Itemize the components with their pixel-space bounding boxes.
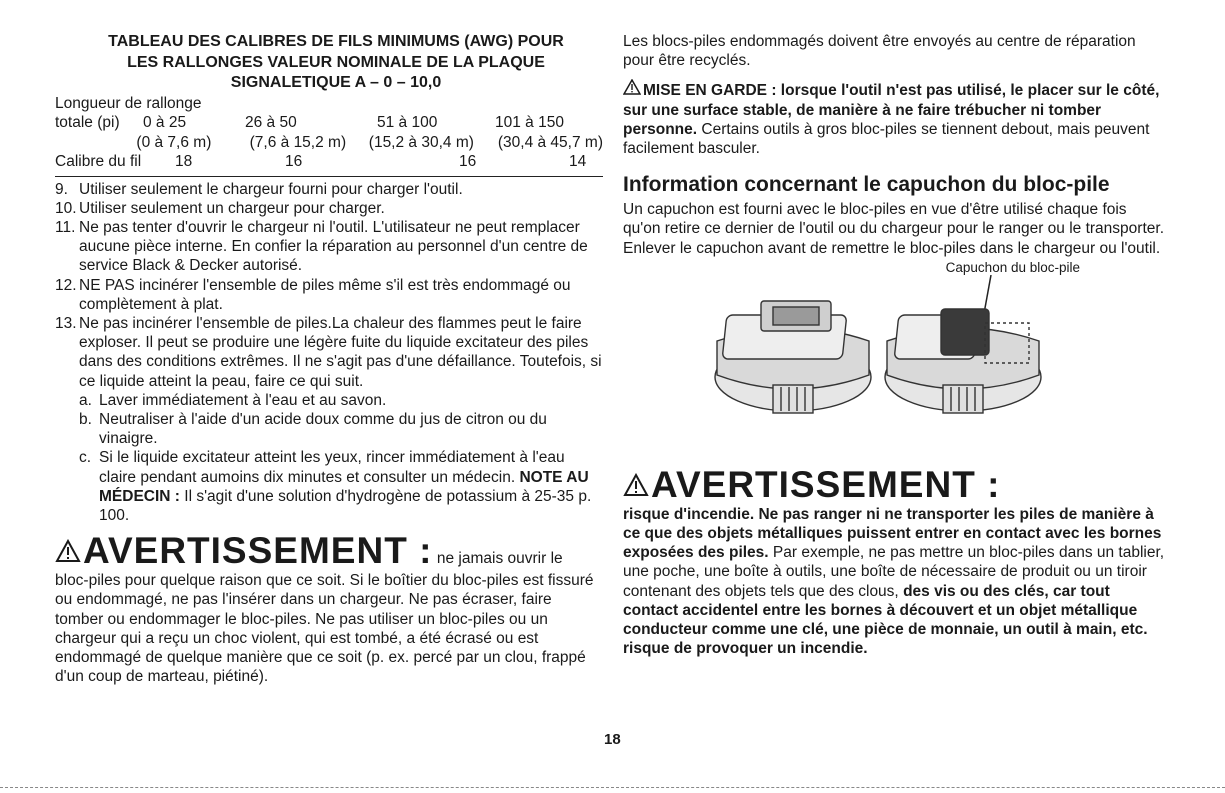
- range-ft-4: 101 à 150: [495, 114, 564, 131]
- warning-bold-2: des vis ou des clés, car tout contact accidentel entre les bornes à découvert et un objet métallique conducteur comme une clé, une pièce de monnaie, un outil à main, etc. risque de provoquer un incendie.: [623, 582, 1148, 658]
- sub-item-text: [99, 448, 603, 525]
- length-label: Longueur de rallonge: [55, 94, 202, 112]
- table-divider: [55, 176, 603, 177]
- table-title-line-3: SIGNALETIQUE A – 0 – 10,0: [230, 74, 442, 91]
- list-item: [55, 314, 603, 391]
- sub-list-item: [55, 410, 603, 448]
- list-item: [55, 276, 603, 314]
- list-item: [55, 199, 603, 218]
- sub-item-text: Neutraliser à l'aide d'un acide doux comme du jus de citron ou du vinaigre.: [99, 410, 547, 448]
- warning-block-right: [623, 465, 1168, 659]
- item-number: 11.: [55, 218, 76, 236]
- battery-figure: [623, 275, 1168, 423]
- right-column: [623, 32, 1168, 658]
- table-title-line-1: TABLEAU DES CALIBRES DE FILS MINIMUMS (AWG) POUR: [108, 33, 564, 50]
- range-ft-1: 0 à 25: [143, 114, 187, 131]
- item-text: Utiliser seulement le chargeur fourni pour charger l'outil.: [79, 180, 463, 198]
- battery-cap: [941, 309, 989, 355]
- cap-heading: Information concernant le capuchon du bloc-pile: [623, 173, 1110, 197]
- sub-item-text: Laver immédiatement à l'eau et au savon.: [99, 391, 387, 409]
- recycle-paragraph: Les blocs-piles endommagés doivent être envoyés au centre de réparation pour être recyclés.: [623, 33, 1136, 70]
- warning-paragraph: [623, 505, 1168, 659]
- gauge-2: 16: [285, 153, 303, 170]
- item-text: NE PAS incinérer l'ensemble de piles même s'il est très endommagé ou complètement à plat.: [79, 276, 571, 313]
- cap-paragraph: Un capuchon est fourni avec le bloc-piles en vue d'être utilisé chaque fois qu'on retire ce dernier de l'outil ou du chargeur pour le ranger ou le transporter. Enlever le capuchon avant de remettre le bloc-piles dans le chargeur ou l'outil.: [623, 201, 1164, 257]
- warning-title: AVERTISSEMENT :: [83, 530, 433, 572]
- sub-item-text-part-2: Il s'agit d'une solution d'hydrogène de potassium à 25-35 p. 100.: [99, 487, 592, 524]
- item-text: Ne pas incinérer l'ensemble de piles.La chaleur des flammes peut le faire exploser. Il peut se produire une légère fuite du liquide excitateur des piles dans des conditions extrêmes. Il ne s'agit pas d'une défaillance. Toutefois, si ce liquide atteint la peau, faire ce qui suit.: [79, 314, 602, 390]
- range-m-4: (30,4 à 45,7 m): [497, 133, 603, 151]
- caution-bold: MISE EN GARDE : lorsque l'outil n'est pas utilisé, le placer sur le côté, sur une surface stable, de manière à ne faire trébucher ni tomber personne.: [623, 82, 1160, 138]
- item-number: 10.: [55, 199, 77, 217]
- caution-text: Certains outils à gros bloc-piles se tiennent debout, mais peuvent facilement basculer.: [623, 120, 1150, 158]
- battery-with-cap: [885, 309, 1041, 413]
- length-label-unit: totale (pi): [55, 114, 120, 131]
- sub-item-letter: c.: [79, 449, 92, 467]
- sub-list-item: [55, 391, 603, 410]
- page-number: 18: [604, 731, 621, 748]
- table-m-row: [55, 133, 603, 153]
- gauge-4: 14: [569, 153, 587, 170]
- table-gauge-row: [55, 152, 603, 172]
- item-number: 9.: [55, 180, 68, 198]
- range-m-3: (15,2 à 30,4 m): [368, 133, 474, 151]
- range-ft-3: 51 à 100: [377, 114, 438, 131]
- warning-text: Par exemple, ne pas mettre un bloc-piles dans un tablier, une poche, une boîte à outils, une boîte de nécessaire de produit ou un tiroir contenant des objets tels que des clous,: [623, 544, 1165, 600]
- sub-item-text-part-1: Si le liquide excitateur atteint les yeux, rincer immédiatement à l'eau claire pendant aumoins dix minutes et consulter un médecin.: [99, 449, 565, 486]
- item-text: Ne pas tenter d'ouvrir le chargeur ni l'outil. L'utilisateur ne peut remplacer aucune pièce interne. En confier la réparation au personnel d'un centre de service Black & Decker autorisé.: [79, 218, 588, 275]
- item-number: 12.: [55, 276, 77, 294]
- sub-item-letter: b.: [79, 410, 92, 428]
- gauge-1: 18: [175, 153, 193, 170]
- gauge-3: 16: [459, 153, 477, 170]
- figure-caption: Capuchon du bloc-pile: [945, 259, 1080, 275]
- left-column: [55, 32, 603, 686]
- battery-without-cap: [715, 301, 871, 413]
- warning-block-left: [55, 531, 603, 686]
- warning-title: AVERTISSEMENT :: [651, 463, 1001, 505]
- sub-list-item: [55, 448, 603, 525]
- sub-item-letter: a.: [79, 391, 92, 409]
- range-ft-2: 26 à 50: [245, 114, 297, 131]
- gauge-label: Calibre du fil: [55, 153, 142, 170]
- list-item: [55, 218, 603, 276]
- range-m-1: (0 à 7,6 m): [136, 133, 212, 151]
- doctor-note-label: NOTE AU MÉDECIN :: [99, 468, 589, 505]
- item-number: 13.: [55, 314, 77, 332]
- warning-bold-1: risque d'incendie. Ne pas ranger ni ne transporter les piles de manière à ce que des objets métalliques puissent entrer en contact avec les bornes exposées des piles.: [623, 505, 1162, 562]
- caution-paragraph: [623, 79, 1168, 158]
- caution-triangle-icon: [623, 79, 641, 100]
- warning-body: bloc-piles pour quelque raison que ce soit. Si le boîtier du bloc-piles est fissuré ou endommagé, ne pas l'insérer dans un chargeur. Ne pas écraser, faire tomber ou endommager le bloc-piles. Ne pas utiliser un bloc-piles ou un chargeur qui a reçu un choc violent, qui est tombé, a été écrasé ou est endommagé de quelque manière que ce soit (p. ex. percé par un clou, frappé d'un coup de marteau, piétiné).: [55, 572, 594, 686]
- table-ft-row: [55, 113, 603, 133]
- list-item: [55, 180, 603, 199]
- warning-triangle-icon: [623, 473, 649, 502]
- range-m-2: (7,6 à 15,2 m): [249, 133, 347, 151]
- warning-lead: ne jamais ouvrir le: [436, 550, 563, 568]
- page-bottom-divider: [0, 787, 1225, 788]
- battery-illustration: [623, 275, 1168, 423]
- warning-triangle-icon: [55, 539, 81, 568]
- item-text: Utiliser seulement un chargeur pour charger.: [79, 199, 385, 217]
- table-title-line-2: LES RALLONGES VALEUR NOMINALE DE LA PLAQUE: [127, 53, 545, 71]
- table-length-label-row: [55, 94, 603, 114]
